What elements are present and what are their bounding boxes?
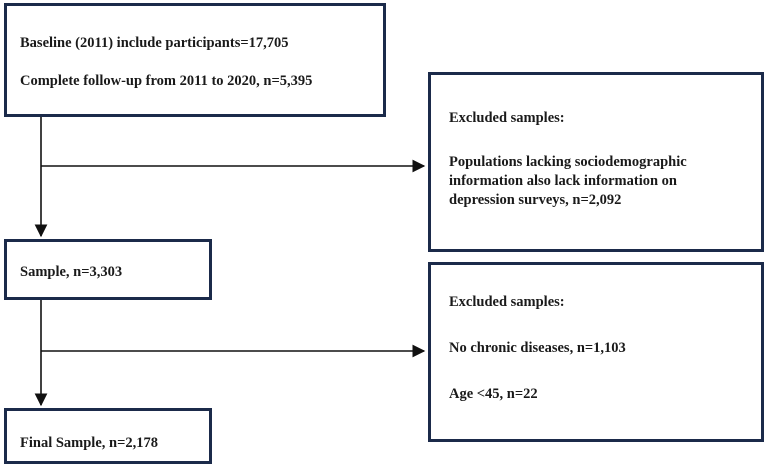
excluded-1-line-3: depression surveys, n=2,092 bbox=[449, 192, 622, 208]
excluded-2-heading: Excluded samples: bbox=[449, 294, 565, 310]
sample-text: Sample, n=3,303 bbox=[20, 264, 123, 280]
baseline-box bbox=[4, 3, 386, 117]
excluded-2-line-2: Age <45, n=22 bbox=[449, 386, 538, 402]
excluded-box-2 bbox=[428, 262, 764, 442]
excluded-1-line-2: information also lack information on bbox=[449, 173, 677, 189]
final-sample-box bbox=[4, 408, 212, 464]
excluded-1-line-1: Populations lacking sociodemographic bbox=[449, 154, 687, 170]
baseline-followup-text: Complete follow-up from 2011 to 2020, n=5,395 bbox=[20, 73, 313, 89]
excluded-box-1 bbox=[428, 72, 764, 252]
final-sample-text: Final Sample, n=2,178 bbox=[20, 435, 158, 451]
excluded-1-heading: Excluded samples: bbox=[449, 110, 565, 126]
baseline-participants-text: Baseline (2011) include participants=17,705 bbox=[20, 35, 289, 51]
excluded-2-line-1: No chronic diseases, n=1,103 bbox=[449, 340, 626, 356]
sample-box bbox=[4, 239, 212, 300]
